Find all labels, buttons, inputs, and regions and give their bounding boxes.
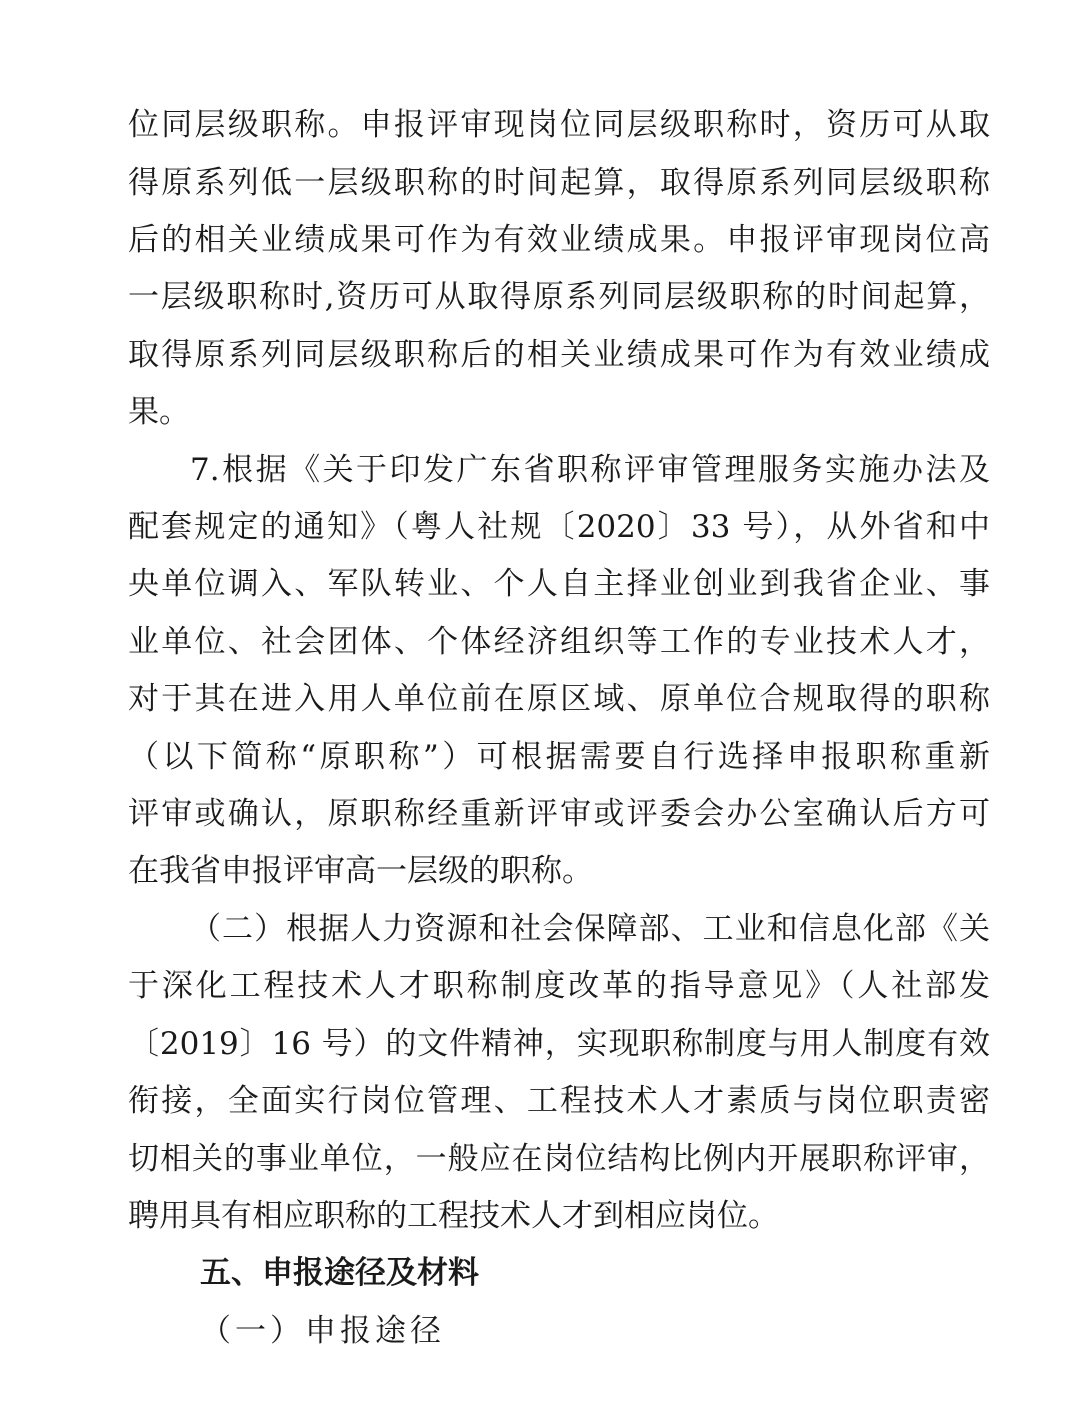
paragraph-line: 在我省申报评审高一层级的职称。 xyxy=(128,853,593,889)
paragraph-line: 7.根据《关于印发广东省职称评审管理服务实施办法及 xyxy=(190,452,990,488)
section-heading: 五、申报途径及材料 xyxy=(200,1255,479,1291)
paragraph-line: 央单位调入、军队转业、个人自主择业创业到我省企业、事 xyxy=(128,566,990,602)
paragraph-line: 评审或确认，原职称经重新评审或评委会办公室确认后方可 xyxy=(128,796,990,832)
paragraph-line: （以下简称“原职称”）可根据需要自行选择申报职称重新 xyxy=(128,739,990,775)
paragraph-line: 切相关的事业单位，一般应在岗位结构比例内开展职称评审， xyxy=(128,1141,990,1177)
paragraph-line: 聘用具有相应职称的工程技术人才到相应岗位。 xyxy=(128,1198,779,1234)
paragraph-line: 〔2019〕16 号）的文件精神，实现职称制度与用人制度有效 xyxy=(128,1026,990,1062)
paragraph-line: 业单位、社会团体、个体经济组织等工作的专业技术人才， xyxy=(128,624,990,660)
paragraph-line: 取得原系列同层级职称后的相关业绩成果可作为有效业绩成 xyxy=(128,337,990,373)
paragraph-line: 果。 xyxy=(128,394,190,430)
paragraph-line: 一层级职称时,资历可从取得原系列同层级职称的时间起算， xyxy=(128,279,990,315)
paragraph-line: 得原系列低一层级职称的时间起算，取得原系列同层级职称 xyxy=(128,165,990,201)
paragraph-line: 配套规定的通知》（粤人社规〔2020〕33 号），从外省和中 xyxy=(128,509,990,545)
paragraph-line: 位同层级职称。申报评审现岗位同层级职称时，资历可从取 xyxy=(128,107,990,143)
paragraph-line: 衔接，全面实行岗位管理、工程技术人才素质与岗位职责密 xyxy=(128,1083,990,1119)
paragraph-line: （二）根据人力资源和社会保障部、工业和信息化部《关 xyxy=(190,911,990,947)
subsection-heading: （一）申报途径 xyxy=(200,1313,445,1349)
paragraph-line: 后的相关业绩成果可作为有效业绩成果。申报评审现岗位高 xyxy=(128,222,990,258)
paragraph-line: 于深化工程技术人才职称制度改革的指导意见》（人社部发 xyxy=(128,968,990,1004)
paragraph-line: 对于其在进入用人单位前在原区域、原单位合规取得的职称 xyxy=(128,681,990,717)
